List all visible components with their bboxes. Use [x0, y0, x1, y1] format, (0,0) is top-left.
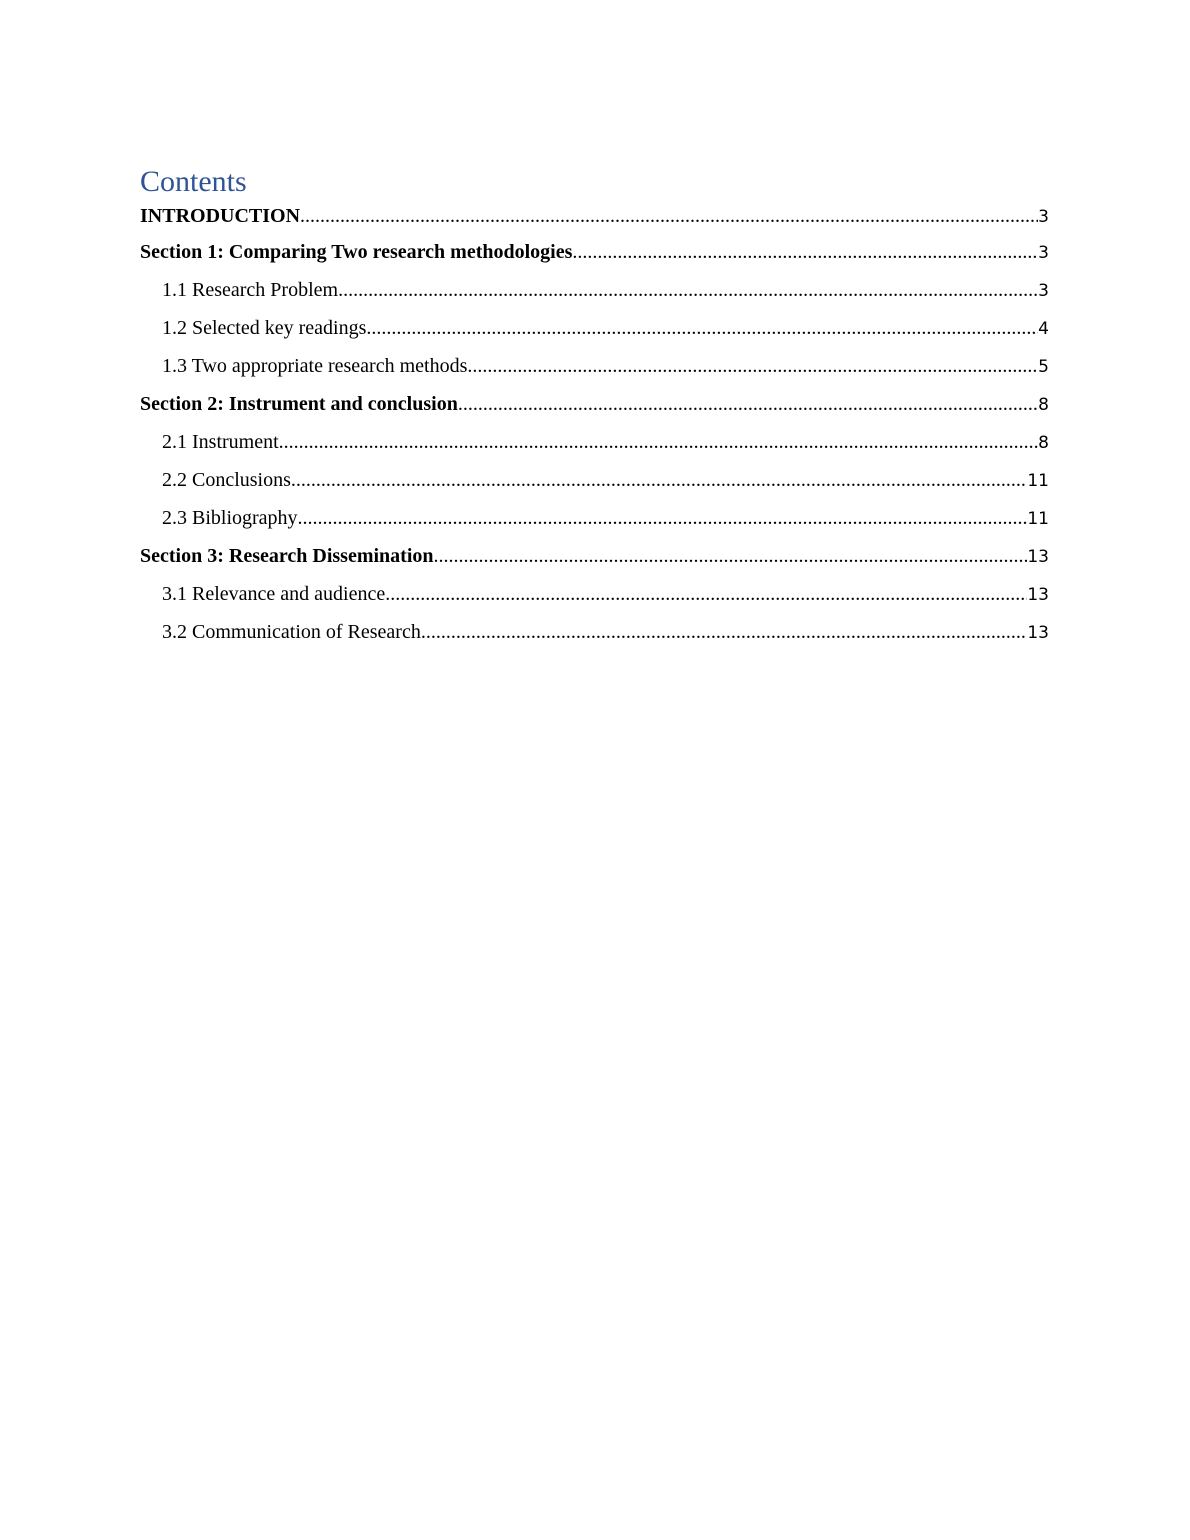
toc-entry-page-number: 3 — [1038, 243, 1049, 263]
toc-heading: Contents — [140, 165, 247, 198]
toc-entry-title: Section 3: Research Dissemination — [140, 545, 434, 567]
dot-leader — [298, 499, 1028, 537]
toc-entry-title: 3.2 Communication of Research — [162, 621, 421, 643]
table-of-contents — [140, 164, 1049, 651]
dot-leader — [467, 347, 1038, 385]
toc-entry-title: 2.1 Instrument — [162, 431, 279, 453]
toc-entry-page-number: 8 — [1038, 433, 1049, 453]
toc-entry-page-number: 5 — [1038, 357, 1049, 377]
toc-entry-title: 1.2 Selected key readings — [162, 317, 367, 339]
toc-entry-title: Section 1: Comparing Two research methodologies — [140, 241, 573, 263]
toc-entry-2-3[interactable] — [140, 499, 1049, 537]
toc-entry-page-number: 4 — [1038, 319, 1049, 339]
dot-leader — [366, 309, 1038, 347]
toc-entry-introduction[interactable] — [140, 200, 1049, 233]
toc-entry-2-1[interactable] — [140, 423, 1049, 461]
dot-leader — [458, 385, 1038, 423]
toc-entry-title: 2.2 Conclusions — [162, 469, 291, 491]
dot-leader — [434, 537, 1028, 575]
toc-entry-3-1[interactable] — [140, 575, 1049, 613]
toc-entry-title: 2.3 Bibliography — [162, 507, 298, 529]
toc-entry-page-number: 13 — [1027, 623, 1049, 643]
toc-entry-page-number: 13 — [1027, 547, 1049, 567]
dot-leader — [572, 233, 1038, 271]
toc-entry-2-2[interactable] — [140, 461, 1049, 499]
toc-entry-1-3[interactable] — [140, 347, 1049, 385]
dot-leader — [291, 461, 1027, 499]
toc-entry-page-number: 11 — [1027, 471, 1049, 491]
toc-entry-page-number: 8 — [1038, 395, 1049, 415]
toc-list — [140, 200, 1049, 651]
toc-entry-1-1[interactable] — [140, 271, 1049, 309]
toc-entry-section-1[interactable] — [140, 233, 1049, 271]
toc-entry-page-number: 3 — [1038, 207, 1049, 227]
toc-entry-section-3[interactable] — [140, 537, 1049, 575]
toc-entry-section-2[interactable] — [140, 385, 1049, 423]
toc-entry-page-number: 13 — [1027, 585, 1049, 605]
dot-leader — [338, 271, 1038, 309]
toc-entry-1-2[interactable] — [140, 309, 1049, 347]
dot-leader — [385, 575, 1027, 613]
toc-entry-title: 1.3 Two appropriate research methods — [162, 355, 468, 377]
toc-entry-title: 3.1 Relevance and audience — [162, 583, 386, 605]
toc-entry-title: INTRODUCTION — [140, 205, 301, 227]
toc-entry-page-number: 3 — [1038, 281, 1049, 301]
toc-entry-page-number: 11 — [1027, 509, 1049, 529]
dot-leader — [279, 423, 1039, 461]
toc-entry-3-2[interactable] — [140, 613, 1049, 651]
dot-leader — [300, 200, 1038, 233]
toc-entry-title: 1.1 Research Problem — [162, 279, 339, 301]
toc-entry-title: Section 2: Instrument and conclusion — [140, 393, 458, 415]
dot-leader — [421, 613, 1028, 651]
